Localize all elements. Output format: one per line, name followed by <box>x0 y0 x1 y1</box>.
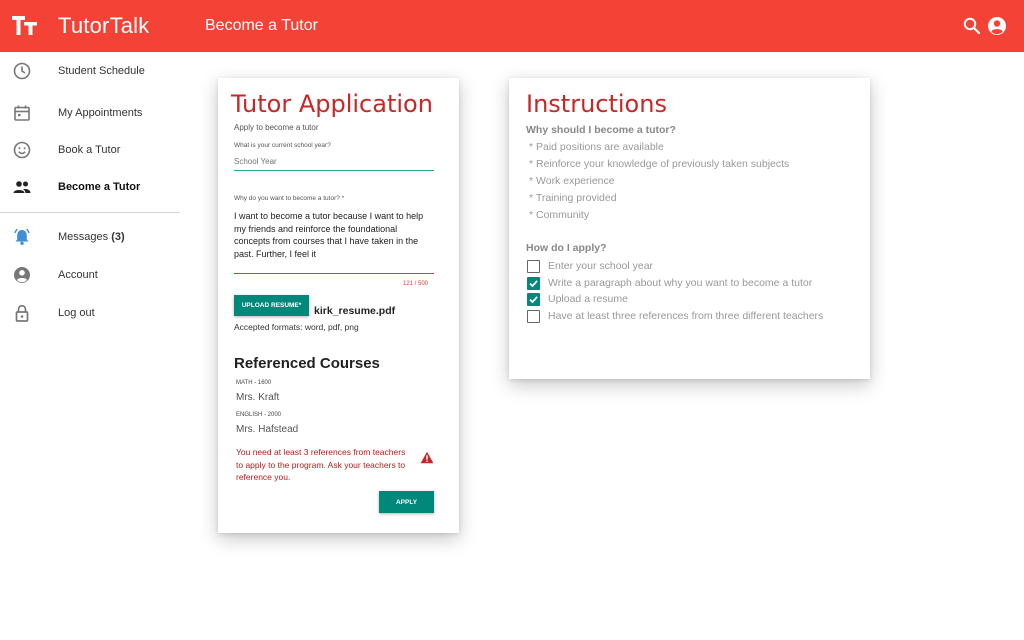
messages-label: Messages <box>58 231 109 243</box>
why-heading: Why should I become a tutor? <box>526 124 676 136</box>
instructions-title: Instructions <box>526 90 667 118</box>
reason-item: * Reinforce your knowledge of previously taken subjects <box>529 158 790 170</box>
sidebar-item-label: Student Schedule <box>58 65 145 77</box>
step-checkbox[interactable] <box>527 277 540 290</box>
step-text: Write a paragraph about why you want to become a tutor <box>548 277 813 289</box>
references-warning: You need at least 3 references from teachers to apply to the program. Ask your teachers to reference you. <box>236 447 406 482</box>
sidebar-item-label: Log out <box>58 307 95 319</box>
step-row <box>527 308 823 324</box>
step-checkbox[interactable] <box>527 293 540 306</box>
tutortalk-logo-icon[interactable] <box>12 14 38 38</box>
application-subtitle: Apply to become a tutor <box>234 123 319 132</box>
sidebar-item-label: Account <box>58 269 98 281</box>
sidebar-divider <box>0 212 180 213</box>
step-row <box>527 275 812 291</box>
apply-button[interactable]: APPLY <box>379 491 434 513</box>
sidebar-item-student-schedule[interactable] <box>0 55 180 87</box>
people-icon <box>12 177 32 197</box>
school-year-input[interactable] <box>234 153 434 171</box>
account-circle-icon <box>12 265 32 285</box>
bell-icon <box>12 227 32 247</box>
step-checkbox[interactable] <box>527 310 540 323</box>
reason-item: * Training provided <box>529 192 617 204</box>
accepted-formats: Accepted formats: word, pdf, png <box>234 322 359 332</box>
sidebar-item-book-a-tutor[interactable] <box>0 134 180 166</box>
instructions-card <box>509 78 870 379</box>
resume-file-name: kirk_resume.pdf <box>314 305 396 317</box>
messages-count-badge: (3) <box>111 231 125 243</box>
how-heading: How do I apply? <box>526 242 607 254</box>
search-icon[interactable] <box>962 16 982 36</box>
upload-resume-button[interactable]: UPLOAD RESUME* <box>234 295 309 316</box>
smiley-icon <box>12 140 32 160</box>
calendar-icon <box>12 103 32 123</box>
reason-item: * Community <box>529 209 590 221</box>
sidebar-item-label: Become a Tutor <box>58 181 141 193</box>
sidebar-item-my-appointments[interactable] <box>0 97 180 129</box>
sidebar-item-account[interactable] <box>0 259 180 291</box>
sidebar <box>0 52 180 640</box>
application-title: Tutor Application <box>231 90 433 118</box>
step-row <box>527 258 653 274</box>
reason-textarea[interactable] <box>234 210 434 274</box>
course-teacher: Mrs. Hafstead <box>236 424 299 435</box>
course-code: ENGLISH - 2000 <box>236 412 282 418</box>
step-text: Upload a resume <box>548 293 628 305</box>
sidebar-item-log-out[interactable] <box>0 297 180 329</box>
sidebar-item-messages[interactable] <box>0 221 180 253</box>
lock-icon <box>12 303 32 323</box>
step-text: Enter your school year <box>548 260 654 272</box>
brand-name[interactable]: TutorTalk <box>58 13 150 38</box>
step-text: Have at least three references from three different teachers <box>548 310 824 322</box>
course-code: MATH - 1600 <box>236 380 272 386</box>
clock-icon <box>12 61 32 81</box>
sidebar-item-label: My Appointments <box>58 107 143 119</box>
account-circle-icon[interactable] <box>987 16 1007 36</box>
referenced-courses-heading: Referenced Courses <box>234 355 380 372</box>
reason-item: * Paid positions are available <box>529 141 664 153</box>
tutor-application-card <box>218 78 459 533</box>
reason-item: * Work experience <box>529 175 615 187</box>
app-bar <box>0 0 1024 52</box>
step-row <box>527 291 628 307</box>
page-title: Become a Tutor <box>205 17 318 34</box>
character-counter: 121 / 500 <box>403 281 429 287</box>
warning-icon <box>420 451 434 464</box>
sidebar-item-label: Book a Tutor <box>58 144 121 156</box>
step-checkbox[interactable] <box>527 260 540 273</box>
check-icon <box>528 278 539 289</box>
sidebar-item-label <box>58 231 125 243</box>
reason-label: Why do you want to become a tutor? * <box>234 195 345 202</box>
school-year-label: What is your current school year? <box>234 142 331 149</box>
sidebar-item-become-a-tutor[interactable] <box>0 171 180 203</box>
course-teacher: Mrs. Kraft <box>236 392 280 403</box>
check-icon <box>528 294 539 305</box>
